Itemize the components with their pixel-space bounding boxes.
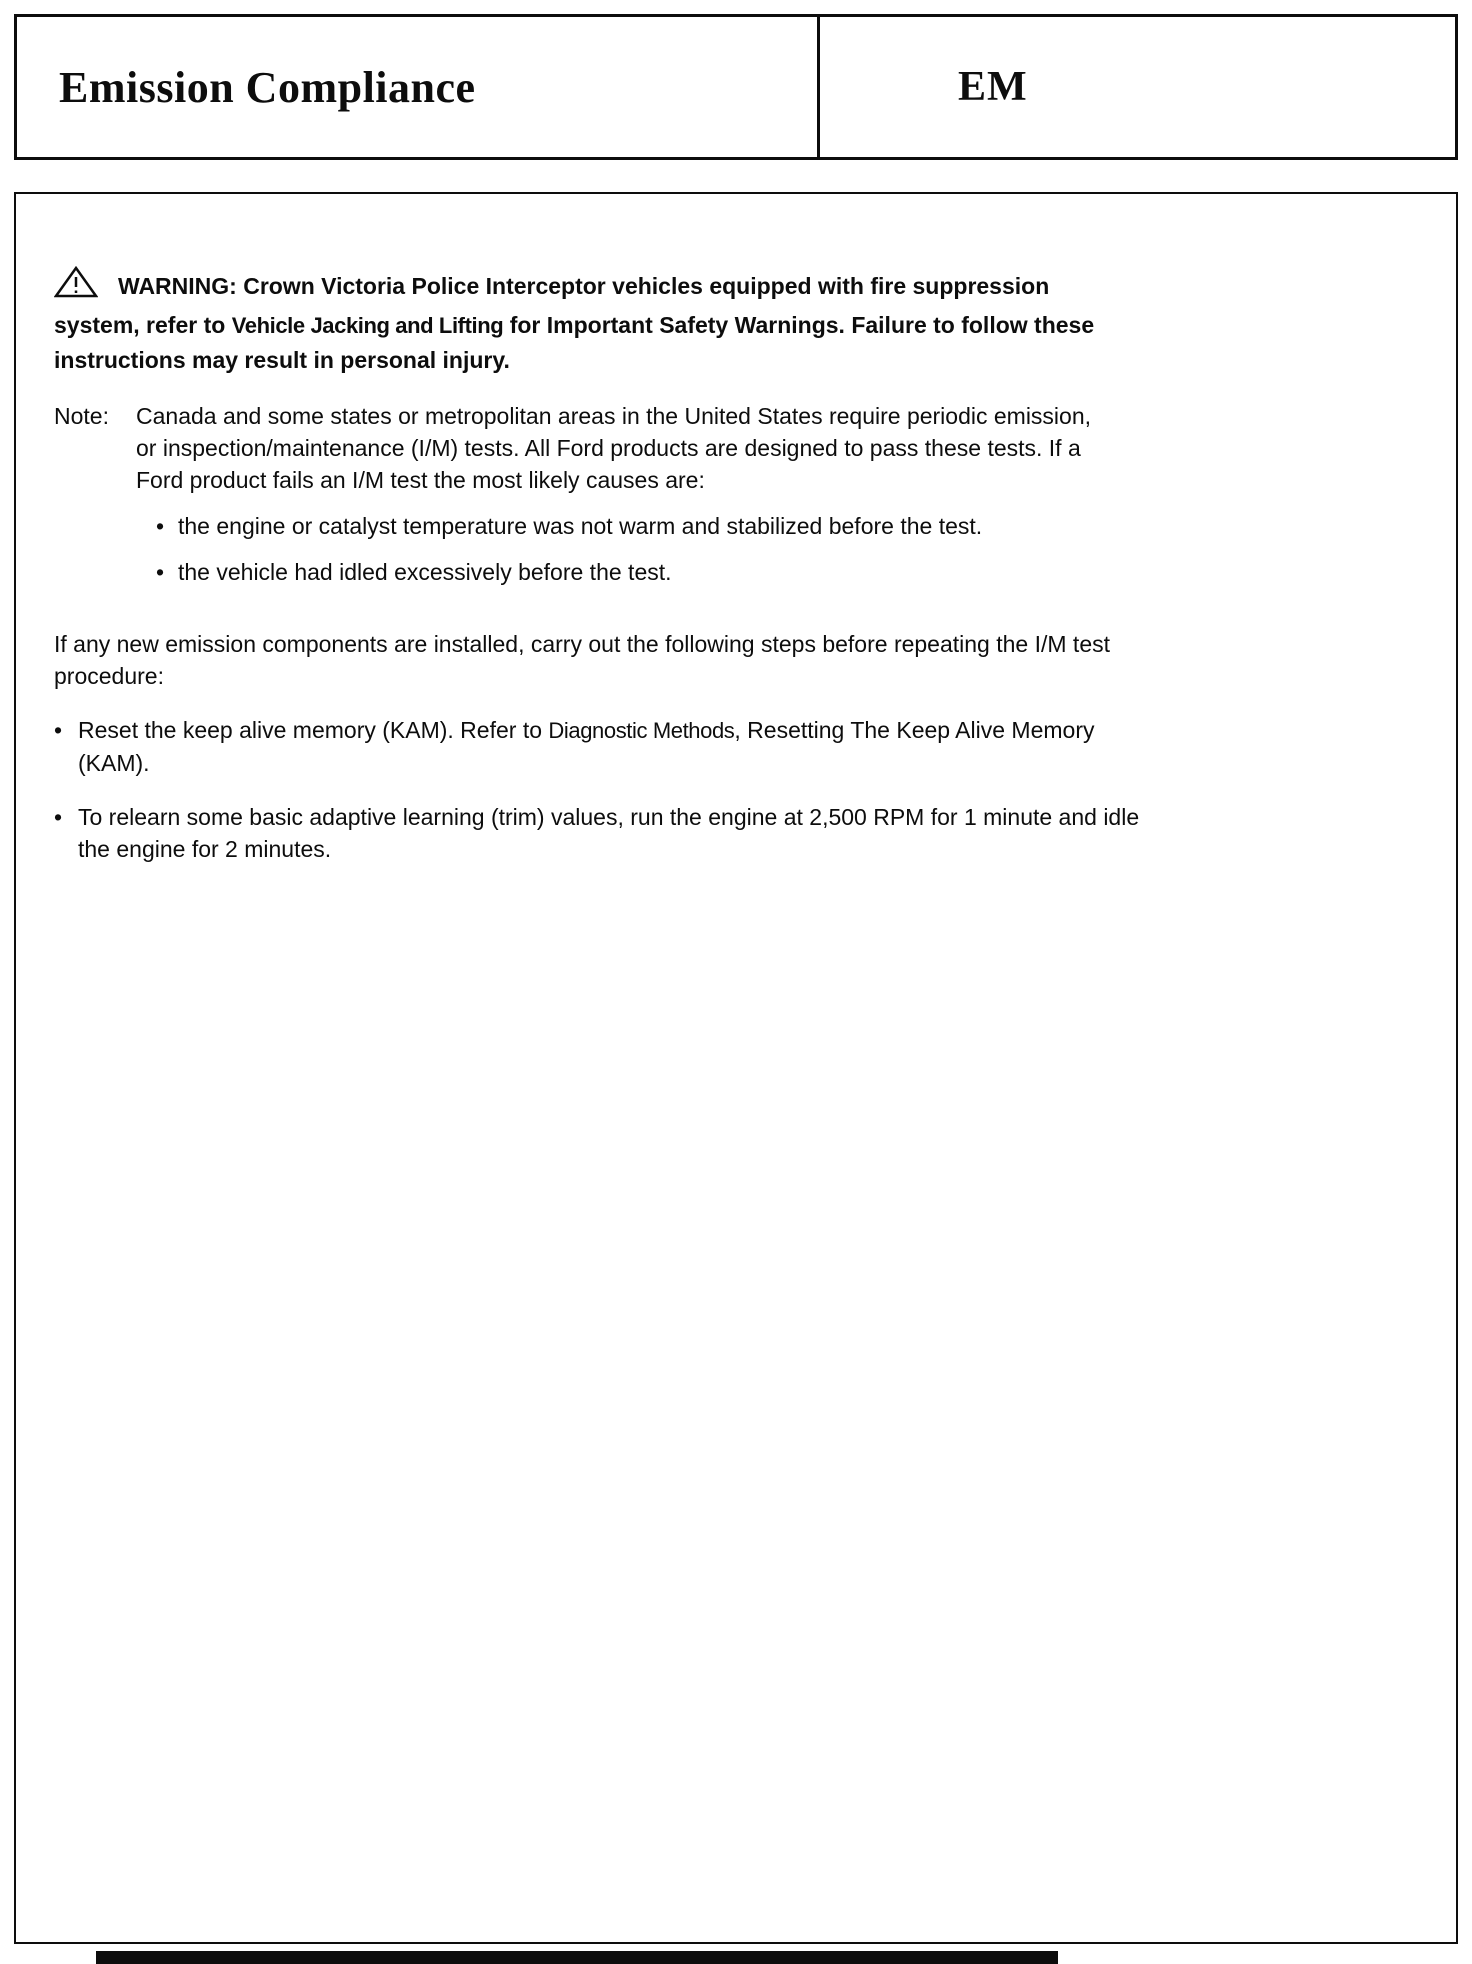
- step-text-suffix: , Resetting The Keep Alive Memory (KAM).: [78, 717, 1095, 776]
- warning-paragraph: [54, 266, 1139, 378]
- bullet-icon: [54, 801, 78, 866]
- step-text-prefix: To relearn some basic adaptive learning (trim) values, run the engine at 2,500 RPM for 1 minute and idle the engine for 2 minutes.: [78, 804, 1140, 862]
- section-code: EM: [958, 64, 1028, 110]
- list-item: [54, 714, 1144, 779]
- note-bullet-text: the engine or catalyst temperature was not warm and stabilized before the test.: [178, 513, 983, 539]
- content-area: [54, 266, 1144, 866]
- note-text: Canada and some states or metropolitan areas in the United States require periodic emission, or inspection/maintenance (I/M) tests. All Ford products are designed to pass these tests. If a Ford product fails an I/M test the most likely causes are:: [136, 403, 1092, 493]
- note-block: [54, 400, 1144, 602]
- intro-paragraph: If any new emission components are installed, carry out the following steps before repeating the I/M test procedure:: [54, 631, 1111, 689]
- bullet-icon: [54, 714, 78, 779]
- list-item: [136, 556, 1106, 588]
- step-text: [78, 714, 1144, 779]
- warning-text-prefix: WARNING: Crown Victoria Police Interceptor vehicles equipped with fire suppression system, refer to: [54, 273, 1050, 338]
- warning-reference: Vehicle Jacking and Lifting: [231, 313, 504, 338]
- header-code-cell: [817, 17, 1455, 157]
- step-reference: Diagnostic Methods: [548, 718, 735, 743]
- header-title-cell: [17, 17, 817, 157]
- warning-text-suffix: for Important Safety Warnings. Failure to follow these instructions may result in personal injury.: [54, 312, 1095, 373]
- page-header: [14, 14, 1458, 160]
- note-label: Note:: [54, 403, 109, 429]
- list-item: [136, 510, 1106, 542]
- bullet-icon: [156, 510, 178, 542]
- content-box: [14, 192, 1458, 1944]
- bullet-icon: [156, 556, 178, 588]
- step-text: [78, 801, 1144, 866]
- note-body: [136, 400, 1106, 602]
- note-bullet-text: the vehicle had idled excessively before the test.: [178, 559, 672, 585]
- page-title: Emission Compliance: [59, 62, 476, 112]
- scan-artifact-bar: [96, 1951, 1058, 1964]
- warning-triangle-icon: [54, 266, 98, 308]
- step-text-prefix: Reset the keep alive memory (KAM). Refer to: [78, 717, 549, 743]
- note-bullet-list: [136, 510, 1106, 588]
- list-item: [54, 801, 1144, 866]
